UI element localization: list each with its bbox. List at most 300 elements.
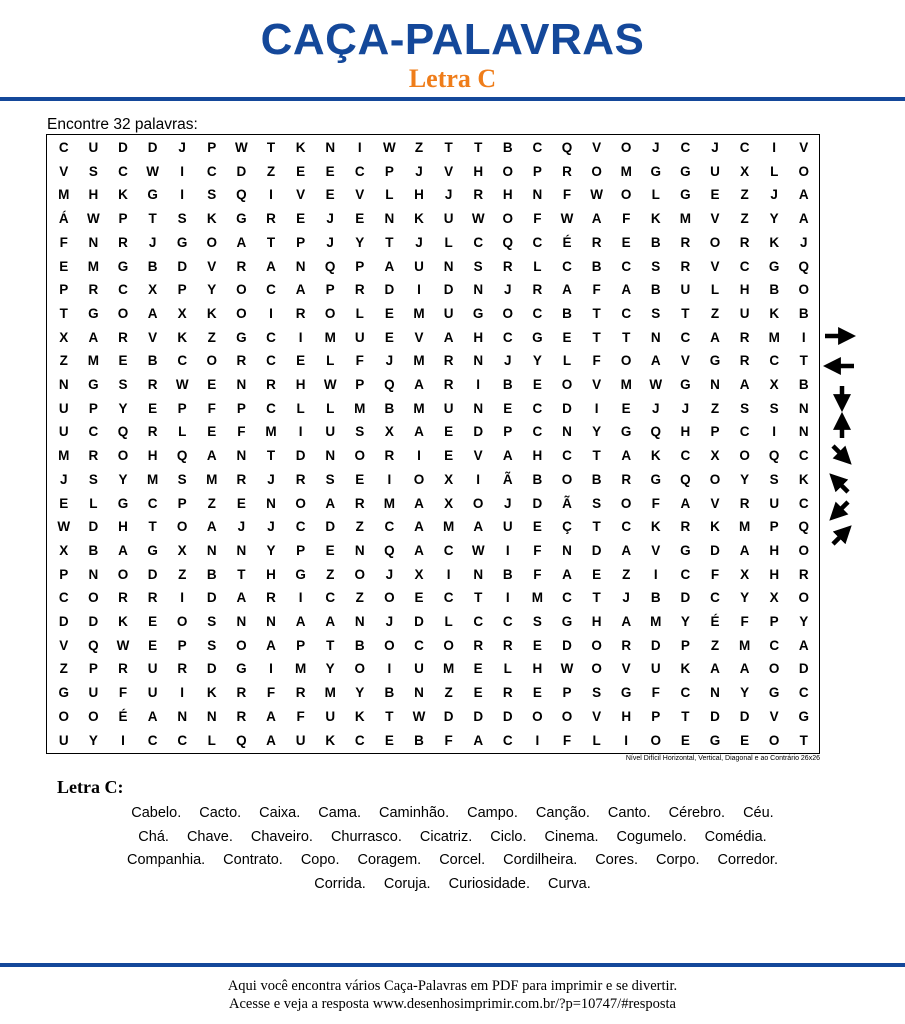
grid-cell: B xyxy=(591,258,602,274)
grid-row xyxy=(47,397,819,421)
grid-cell: E xyxy=(532,637,542,653)
word-item: Caminhão. xyxy=(379,805,450,821)
grid-cell: Q xyxy=(384,377,395,392)
grid-cell: O xyxy=(206,353,218,369)
grid-cell: R xyxy=(266,211,276,227)
grid-cell: E xyxy=(148,400,158,416)
grid-cell: V xyxy=(473,448,483,464)
grid-cell: R xyxy=(680,258,691,274)
grid-cell: C xyxy=(621,519,632,535)
grid-cell: R xyxy=(147,424,158,440)
word-item: Cordilheira. xyxy=(503,852,578,868)
grid-cell: E xyxy=(355,471,365,487)
grid-cell: Y xyxy=(325,661,335,677)
grid-cell: L xyxy=(326,400,335,416)
grid-cell: D xyxy=(118,140,128,155)
grid-cell: O xyxy=(768,661,780,677)
grid-cell: B xyxy=(206,566,217,582)
grid-cell: A xyxy=(710,329,720,345)
grid-cell: R xyxy=(354,495,365,511)
grid-cell: J xyxy=(267,519,275,535)
grid-cell: P xyxy=(384,163,394,179)
grid-cell: B xyxy=(798,305,809,321)
grid-cell: A xyxy=(325,614,336,629)
grid-cell: V xyxy=(414,329,424,345)
grid-cell: O xyxy=(798,282,810,298)
grid-cell: M xyxy=(265,424,277,440)
grid-cell: O xyxy=(354,448,366,464)
grid-cell: J xyxy=(415,163,423,179)
grid-cell: A xyxy=(798,637,809,653)
grid-cell: E xyxy=(680,732,690,748)
grid-row xyxy=(47,183,819,207)
grid-cell: F xyxy=(59,234,68,250)
grid-row xyxy=(47,136,819,160)
grid-cell: E xyxy=(592,566,602,582)
grid-row xyxy=(47,705,819,729)
grid-cell: I xyxy=(624,732,629,748)
grid-cell: E xyxy=(473,685,483,701)
grid-cell: E xyxy=(148,614,158,629)
word-item: Cama. xyxy=(318,805,361,821)
grid-cell: J xyxy=(385,566,394,582)
grid-cell: C xyxy=(325,590,336,606)
grid-cell: Y xyxy=(740,471,750,487)
word-item: Copo. xyxy=(300,852,340,868)
grid-cell: Q xyxy=(680,471,691,487)
grid-cell: S xyxy=(118,377,128,392)
grid-cell: X xyxy=(148,282,158,298)
grid-cell: H xyxy=(295,377,306,392)
grid-cell: T xyxy=(237,566,246,582)
grid-cell: C xyxy=(177,732,188,748)
grid-cell: N xyxy=(798,400,809,416)
grid-cell: I xyxy=(387,661,392,677)
grid-cell: E xyxy=(414,590,424,606)
grid-cell: D xyxy=(443,282,454,298)
grid-cell: H xyxy=(414,187,424,203)
grid-cell: B xyxy=(532,471,543,487)
grid-cell: F xyxy=(562,187,572,203)
grid-cell: Y xyxy=(680,614,690,629)
grid-cell: A xyxy=(562,282,572,298)
grid-cell: M xyxy=(442,661,455,677)
grid-cell: H xyxy=(88,187,99,203)
grid-cell: C xyxy=(532,140,543,155)
grid-cell: A xyxy=(147,305,158,321)
grid-cell: L xyxy=(592,732,601,748)
grid-cell: Y xyxy=(769,211,779,227)
grid-cell: M xyxy=(413,353,425,369)
grid-cell: A xyxy=(266,637,276,653)
grid-cell: J xyxy=(326,234,334,250)
grid-cell: I xyxy=(357,140,362,155)
grid-cell: A xyxy=(266,732,276,748)
grid-cell: A xyxy=(295,282,306,298)
arrow-up-right-icon xyxy=(833,531,846,544)
grid-cell: L xyxy=(651,187,660,203)
grid-cell: U xyxy=(295,732,306,748)
grid-cell: K xyxy=(650,519,661,535)
grid-cell: Z xyxy=(710,305,720,321)
word-list-line xyxy=(40,802,865,826)
grid-cell: M xyxy=(324,685,336,701)
grid-cell: J xyxy=(148,234,157,250)
grid-cell: A xyxy=(798,211,809,227)
grid-cell: K xyxy=(118,187,128,203)
grid-cell: Z xyxy=(740,211,749,227)
grid-cell: A xyxy=(443,329,454,345)
grid-cell: G xyxy=(147,187,158,203)
grid-cell: D xyxy=(206,661,217,677)
grid-cell: I xyxy=(446,566,451,582)
grid-cell: H xyxy=(502,187,513,203)
grid-cell: V xyxy=(355,187,365,203)
grid-row xyxy=(47,420,819,444)
grid-cell: N xyxy=(266,614,276,629)
grid-cell: P xyxy=(236,400,246,416)
grid-cell: E xyxy=(59,258,69,274)
grid-cell: I xyxy=(772,424,777,440)
grid-cell: C xyxy=(354,732,365,748)
grid-cell: N xyxy=(473,353,484,369)
grid-cell: A xyxy=(118,542,128,558)
grid-cell: Z xyxy=(444,685,453,701)
grid-row xyxy=(47,444,819,468)
grid-cell: Z xyxy=(355,590,364,606)
grid-cell: T xyxy=(592,590,601,606)
grid-cell: R xyxy=(236,471,247,487)
grid-cell: R xyxy=(473,187,484,203)
grid-cell: L xyxy=(385,187,394,203)
grid-cell: D xyxy=(414,614,424,629)
grid-cell: O xyxy=(798,163,810,179)
grid-cell: X xyxy=(177,542,187,558)
grid-cell: C xyxy=(177,353,188,369)
grid-cell: N xyxy=(236,377,247,392)
grid-cell: W xyxy=(471,211,485,227)
grid-cell: G xyxy=(236,661,247,677)
grid-cell: Y xyxy=(207,282,217,298)
grid-cell: P xyxy=(177,637,187,653)
grid-cell: C xyxy=(621,258,632,274)
grid-cell: C xyxy=(532,234,543,250)
grid-cell: D xyxy=(88,519,99,535)
grid-cell: Q xyxy=(798,258,810,274)
grid-cell: A xyxy=(266,258,276,274)
grid-cell: J xyxy=(267,471,275,487)
grid-cell: W xyxy=(116,637,130,653)
grid-cell: A xyxy=(650,353,661,369)
grid-cell: K xyxy=(295,140,306,155)
word-item: Cacto. xyxy=(199,805,242,821)
grid-cell: E xyxy=(148,637,158,653)
grid-cell: L xyxy=(89,495,98,511)
grid-cell: U xyxy=(325,708,336,724)
grid-cell: E xyxy=(532,519,542,535)
grid-cell: T xyxy=(681,305,690,321)
grid-cell: A xyxy=(236,234,247,250)
grid-cell: J xyxy=(385,353,394,369)
grid-cell: R xyxy=(236,685,247,701)
grid-cell: H xyxy=(769,542,780,558)
grid-cell: C xyxy=(502,732,513,748)
grid-cell: Z xyxy=(710,400,720,416)
grid-cell: E xyxy=(473,661,483,677)
grid-cell: C xyxy=(295,519,306,535)
grid-cell: M xyxy=(738,637,751,653)
grid-cell: Y xyxy=(355,234,365,250)
grid-cell: E xyxy=(621,234,631,250)
grid-cell: E xyxy=(325,163,335,179)
grid-cell: S xyxy=(88,471,98,487)
grid-cell: C xyxy=(266,282,276,298)
grid-cell: É xyxy=(562,234,572,250)
grid-cell: R xyxy=(266,590,276,606)
grid-cell: A xyxy=(473,732,484,748)
grid-cell: S xyxy=(207,637,217,653)
grid-cell: J xyxy=(652,400,660,416)
grid-cell: G xyxy=(147,542,158,558)
grid-cell: Z xyxy=(178,566,187,582)
grid-cell: N xyxy=(473,400,484,416)
grid-cell: A xyxy=(739,377,750,392)
arrow-up-left-icon xyxy=(835,479,848,492)
grid-cell: Ã xyxy=(562,495,572,511)
grid-cell: C xyxy=(621,305,632,321)
word-item: Cicatriz. xyxy=(419,828,473,845)
grid-cell: U xyxy=(443,211,454,227)
grid-cell: Q xyxy=(502,234,514,250)
grid-cell: W xyxy=(235,140,248,155)
word-item: Cogumelo. xyxy=(616,828,687,845)
grid-cell: A xyxy=(710,661,720,677)
grid-cell: S xyxy=(592,495,602,511)
footer-line-2: Acesse e veja a resposta www.desenhosimprimir.com.br/?p=10747/#resposta xyxy=(229,996,676,1012)
grid-cell: S xyxy=(532,614,542,629)
grid-cell: F xyxy=(562,732,572,748)
grid-cell: C xyxy=(562,590,572,606)
grid-cell: O xyxy=(620,495,632,511)
grid-cell: U xyxy=(414,661,424,677)
grid-cell: P xyxy=(680,637,690,653)
grid-cell: J xyxy=(60,471,68,487)
grid-cell: F xyxy=(533,566,542,582)
grid-cell: A xyxy=(414,519,424,535)
grid-cell: O xyxy=(324,305,336,321)
grid-cell: Y xyxy=(118,400,128,416)
grid-cell: J xyxy=(385,614,394,629)
grid-cell: O xyxy=(561,708,573,724)
grid-cell: H xyxy=(532,661,543,677)
grid-cell: H xyxy=(769,566,780,582)
grid-cell: E xyxy=(621,400,631,416)
grid-cell: P xyxy=(118,211,128,227)
grid-cell: E xyxy=(384,732,394,748)
grid-cell: U xyxy=(325,424,336,440)
grid-cell: L xyxy=(326,353,335,369)
grid-cell: A xyxy=(739,542,750,558)
grid-cell: D xyxy=(58,614,69,629)
word-item: Cinema. xyxy=(544,828,599,845)
grid-cell: G xyxy=(650,471,662,487)
grid-cell: C xyxy=(414,637,424,653)
grid-cell: K xyxy=(650,211,661,227)
grid-cell: Z xyxy=(622,566,631,582)
grid-cell: J xyxy=(504,282,512,298)
grid-row xyxy=(47,657,819,681)
grid-cell: V xyxy=(710,211,720,227)
grid-cell: Ç xyxy=(562,519,572,535)
grid-row xyxy=(47,468,819,492)
grid-cell: L xyxy=(444,614,453,629)
grid-cell: P xyxy=(59,566,69,582)
grid-cell: J xyxy=(237,519,246,535)
grid-cell: P xyxy=(355,258,365,274)
grid-cell: Z xyxy=(414,140,424,155)
grid-cell: E xyxy=(118,353,128,369)
grid-cell: R xyxy=(88,448,99,464)
grid-cell: C xyxy=(88,424,99,440)
grid-cell: L xyxy=(503,661,512,677)
grid-cell: E xyxy=(59,495,69,511)
grid-cell: R xyxy=(118,590,128,606)
grid-cell: A xyxy=(414,495,424,511)
grid-cell: C xyxy=(58,590,69,606)
grid-cell: O xyxy=(561,471,573,487)
grid-cell: F xyxy=(651,685,660,701)
grid-cell: O xyxy=(620,353,632,369)
grid-cell: Q xyxy=(176,448,188,464)
grid-cell: O xyxy=(798,542,810,558)
grid-cell: L xyxy=(562,353,572,369)
grid-cell: P xyxy=(88,661,98,677)
grid-cell: I xyxy=(417,282,421,298)
grid-cell: E xyxy=(296,211,306,227)
grid-cell: V xyxy=(444,163,454,179)
grid-cell: R xyxy=(739,234,750,250)
grid-cell: Q xyxy=(324,258,336,274)
grid-cell: O xyxy=(176,614,188,629)
grid-cell: N xyxy=(295,258,306,274)
grid-cell: N xyxy=(443,258,454,274)
grid-cell: O xyxy=(384,637,395,653)
grid-cell: K xyxy=(354,708,365,724)
grid-cell: Q xyxy=(236,732,247,748)
grid-cell: M xyxy=(679,211,692,227)
grid-cell: X xyxy=(769,377,779,392)
grid-cell: C xyxy=(443,542,454,558)
grid-cell: I xyxy=(772,140,777,155)
grid-cell: K xyxy=(177,329,188,345)
grid-cell: O xyxy=(709,471,721,487)
grid-cell: U xyxy=(58,732,69,748)
grid-cell: A xyxy=(621,448,632,464)
page-title: CAÇA-PALAVRAS xyxy=(260,15,645,64)
grid-cell: T xyxy=(622,329,631,345)
grid-cell: H xyxy=(118,519,128,535)
grid-cell: F xyxy=(118,685,128,701)
footer-line-1: Aqui você encontra vários Caça-Palavras em PDF para imprimir e se divertir. xyxy=(227,978,678,994)
grid-cell: J xyxy=(652,140,660,155)
grid-row xyxy=(47,634,819,658)
grid-cell: C xyxy=(562,448,572,464)
grid-cell: D xyxy=(177,258,188,274)
grid-cell: J xyxy=(770,187,778,203)
grid-cell: V xyxy=(59,637,69,653)
grid-cell: W xyxy=(590,187,603,203)
grid-cell: F xyxy=(592,282,601,298)
word-item: Canção. xyxy=(535,805,590,821)
word-list xyxy=(40,802,865,896)
grid-cell: K xyxy=(206,305,217,321)
grid-cell: O xyxy=(117,305,129,321)
direction-arrows xyxy=(822,322,862,552)
grid-cell: T xyxy=(799,353,808,369)
grid-cell: P xyxy=(296,637,306,653)
grid-cell: T xyxy=(444,140,453,155)
grid-cell: I xyxy=(121,732,125,748)
grid-cell: N xyxy=(384,211,395,227)
grid-cell: X xyxy=(384,424,394,440)
grid-cell: W xyxy=(383,140,396,155)
grid-cell: M xyxy=(383,495,396,511)
grid-cell: G xyxy=(58,685,70,701)
grid-cell: C xyxy=(473,614,484,629)
grid-cell: C xyxy=(266,400,276,416)
grid-cell: S xyxy=(769,471,779,487)
grid-cell: G xyxy=(117,495,129,511)
grid-cell: W xyxy=(649,377,663,392)
grid-cell: J xyxy=(415,234,423,250)
grid-cell: R xyxy=(473,637,484,653)
grid-row xyxy=(47,563,819,587)
grid-cell: B xyxy=(650,234,661,250)
grid-cell: Z xyxy=(355,519,364,535)
grid-cell: V xyxy=(651,542,661,558)
grid-cell: R xyxy=(118,661,128,677)
grid-cell: C xyxy=(502,329,513,345)
grid-cell: X xyxy=(740,566,750,582)
grid-cell: D xyxy=(650,637,661,653)
grid-cell: U xyxy=(710,163,720,179)
word-item: Corredor. xyxy=(717,852,778,868)
grid-cell: O xyxy=(443,637,454,653)
grid-cell: I xyxy=(269,187,273,203)
word-item: Comédia. xyxy=(704,828,767,845)
grid-cell: Q xyxy=(798,519,810,535)
grid-cell: E xyxy=(444,448,454,464)
grid-cell: R xyxy=(295,685,306,701)
grid-cell: K xyxy=(769,234,780,250)
grid-cell: Z xyxy=(207,329,216,345)
grid-cell: E xyxy=(207,377,217,392)
grid-row xyxy=(47,255,819,279)
grid-cell: S xyxy=(207,187,217,203)
word-list-line xyxy=(40,873,865,897)
grid-cell: T xyxy=(592,519,601,535)
grid-cell: U xyxy=(443,400,454,416)
grid-cell: T xyxy=(326,637,335,653)
grid-cell: L xyxy=(207,732,216,748)
grid-cell: P xyxy=(325,282,335,298)
grid-cell: L xyxy=(770,163,779,179)
grid-cell: N xyxy=(562,424,572,440)
grid-cell: C xyxy=(739,258,750,274)
grid-cell: E xyxy=(325,187,335,203)
grid-cell: O xyxy=(472,495,484,511)
grid-cell: O xyxy=(650,732,662,748)
